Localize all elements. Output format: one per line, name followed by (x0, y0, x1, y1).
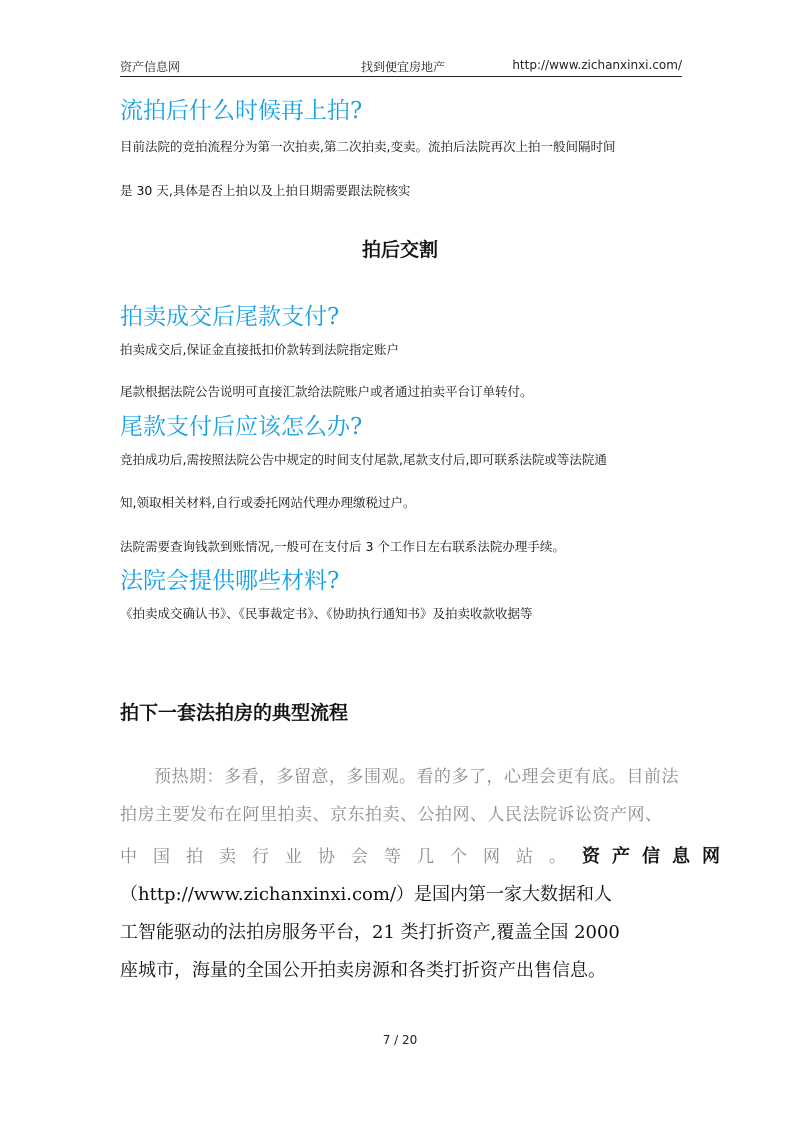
header-slogan: 找到便宜房地产 (361, 60, 446, 74)
paragraph-line: 目前法院的竞拍流程分为第一次拍卖,第二次拍卖,变卖。流拍后法院再次上拍一般间隔时间 (120, 139, 616, 154)
paragraph-line: 预热期：多看，多留意，多围观。看的多了，心理会更有底。目前法 (154, 767, 679, 787)
heading-court-materials: 法院会提供哪些材料? (120, 568, 340, 594)
site-name-link[interactable]: 资产信息网 (582, 846, 732, 867)
preview-period-paragraph (120, 758, 682, 834)
header-url[interactable]: http://www.zichanxinxi.com/ (512, 58, 682, 72)
heading-typical-process: 拍下一套法拍房的典型流程 (120, 702, 349, 724)
paragraph-line: 尾款根据法院公告说明可直接汇款给法院账户或者通过拍卖平台订单转付。 (120, 384, 533, 399)
heading-final-payment: 拍卖成交后尾款支付? (120, 304, 340, 330)
paragraph-line: 法院需要查询钱款到账情况,一般可在支付后 3 个工作日左右联系法院办理手续。 (120, 539, 565, 554)
paragraph-line: （http://www.zichanxinxi.com/）是国内第一家大数据和人 (120, 884, 613, 905)
section-title-settlement: 拍后交割 (361, 239, 438, 261)
paragraph-line: 拍房主要发布在阿里拍卖、京东拍卖、公拍网、人民法院诉讼资产网、 (120, 805, 663, 825)
page-number: 7 / 20 (382, 1033, 418, 1047)
header-site-name: 资产信息网 (120, 60, 181, 74)
paragraph-line: 座城市，海量的全国公开拍卖房源和各类打折资产出售信息。 (120, 960, 606, 981)
page-header (120, 56, 682, 77)
paragraph-line: 知,领取相关材料,自行或委托网站代理办理缴税过户。 (120, 495, 416, 510)
paragraph-line: 竞拍成功后,需按照法院公告中规定的时间支付尾款,尾款支付后,即可联系法院或等法院通 (120, 452, 607, 467)
paragraph-line: 工智能驱动的法拍房服务平台，21 类打折资产,覆盖全国 2000 (120, 922, 620, 943)
paragraph-line: 拍卖成交后,保证金直接抵扣价款转到法院指定账户 (120, 342, 399, 357)
heading-after-payment: 尾款支付后应该怎么办? (120, 414, 363, 440)
platform-intro-paragraph (120, 838, 732, 990)
paragraph-line: 《拍卖成交确认书》、《民事裁定书》、《协助执行通知书》及拍卖收款收据等 (120, 606, 533, 621)
paragraph-line: 中国拍卖行业协会等几个网站。 (120, 847, 582, 867)
paragraph-line: 是 30 天,具体是否上拍以及上拍日期需要跟法院核实 (120, 183, 411, 198)
heading-relist-timing: 流拍后什么时候再上拍? (120, 98, 363, 124)
